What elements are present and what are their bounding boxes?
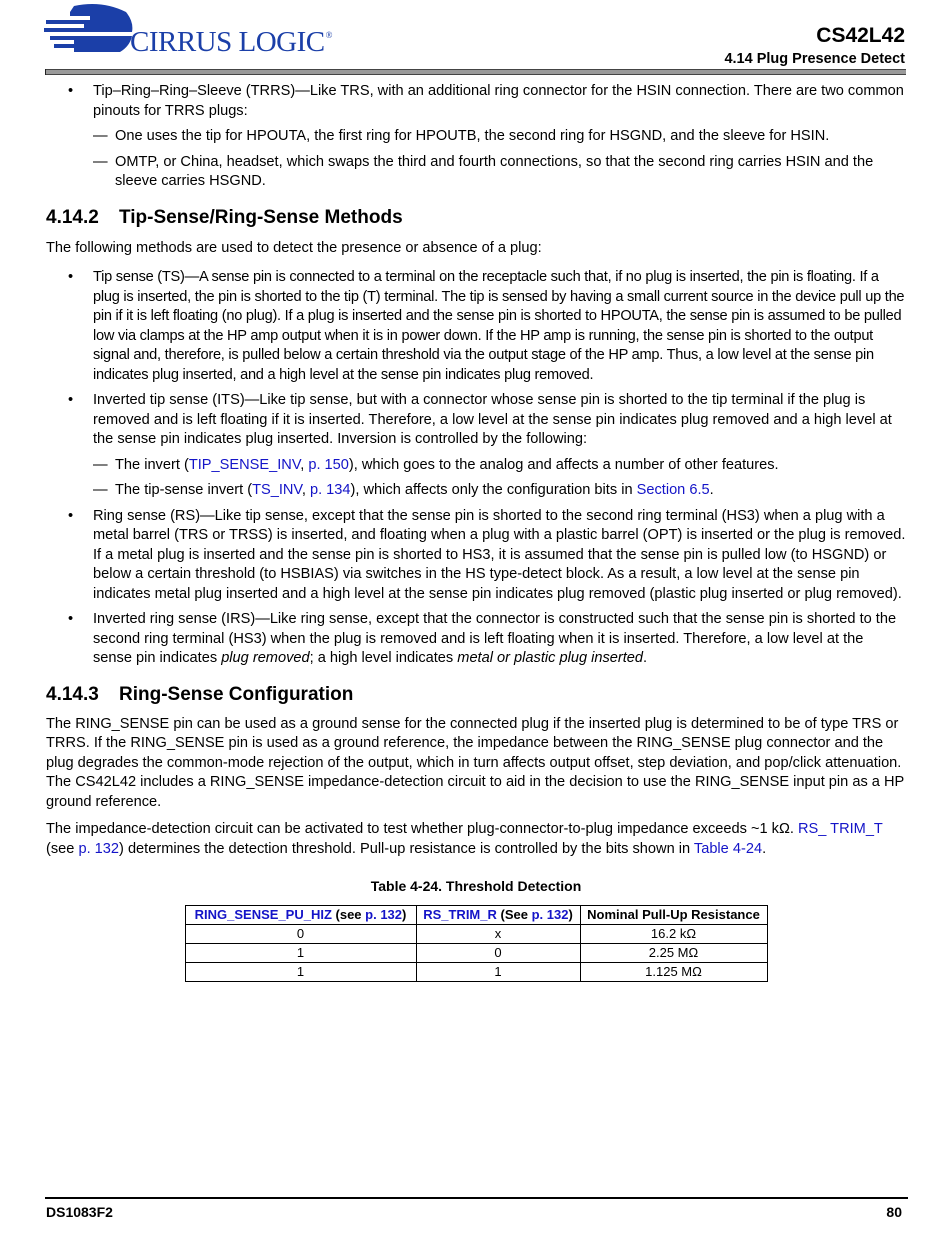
link-page-134[interactable]: p. 134 <box>309 482 351 498</box>
bullet-dot: • <box>68 392 74 408</box>
link-tip-sense-inv[interactable]: TIP_SENSE_INV <box>188 456 301 473</box>
cell-resistance: 2.25 MΩ <box>580 943 767 962</box>
header-ring-sense-pu-hiz: RING_SENSE_PU_HIZ (see p. 132) <box>185 905 416 924</box>
link-page-132[interactable]: p. 132 <box>531 907 569 922</box>
bullet-dot: • <box>68 83 74 99</box>
dash-item-trrs-2: — OMTP, or China, headset, which swaps the third and fourth connections, so that the second ring carries HSIN and the sleeve carries HSGND. <box>93 153 874 189</box>
bullet-dot: • <box>68 507 74 524</box>
link-table-4-24[interactable]: Table 4-24 <box>693 840 763 857</box>
table-caption: Table 4-24. Threshold Detection <box>370 878 582 894</box>
section-intro: The following methods are used to detect the presence or absence of a plug: <box>46 239 542 256</box>
cell-rs-trim-r: 1 <box>416 962 580 981</box>
threshold-detection-table <box>185 905 768 982</box>
section-heading-4-14-3: 4.14.3 Ring-Sense Configuration <box>46 683 354 705</box>
link-page-132[interactable]: p. 132 <box>365 907 403 922</box>
dash-mark: — <box>93 456 108 473</box>
cell-resistance: 1.125 MΩ <box>580 962 767 981</box>
cell-pu-hiz: 1 <box>185 943 416 962</box>
cell-rs-trim-r: x <box>416 924 580 943</box>
link-page-132[interactable]: p. 132 <box>78 840 120 857</box>
link-page-150[interactable]: p. 150 <box>308 456 349 473</box>
page-content <box>46 80 906 982</box>
logo-wordmark: CIRRUS LOGIC® <box>130 26 332 58</box>
cell-pu-hiz: 1 <box>185 962 416 981</box>
dash-item-trrs-1: — One uses the tip for HPOUTA, the first ring for HPOUTB, the second ring for HSGND, and the sleeve for HSIN. <box>46 127 906 147</box>
header-rule <box>45 69 906 75</box>
dash-item-tip-sense-inv: — The invert (TIP_SENSE_INV, p. 150), which goes to the analog and affects a number of other features. <box>46 456 906 476</box>
dash-item-ts-inv: — The tip-sense invert (TS_INV, p. 134), which affects only the configuration bits in Section 6.5. <box>46 481 906 501</box>
bullet-dot: • <box>68 611 74 627</box>
section-heading-4-14-2: 4.14.2 Tip-Sense/Ring-Sense Methods <box>46 206 403 228</box>
cell-rs-trim-r: 0 <box>416 943 580 962</box>
cell-pu-hiz: 0 <box>185 924 416 943</box>
footer-rule <box>45 1197 908 1199</box>
cirrus-logic-logo <box>44 2 344 60</box>
logo-swoosh-icon <box>44 2 134 58</box>
dash-mark: — <box>93 482 108 498</box>
bullet-tip-sense: • Tip sense (TS)—A sense pin is connected to a terminal on the receptacle such that, if no plug is inserted, the pin is floating. If a plug is inserted, the pin is shorted to the tip (T) terminal. The tip is sensed by having a small current source in the device pull up the pin if it is left floating (no plug). If a plug is inserted and the sense pin is shorted to HPOUTA, the sense pin is assumed to be pulled low via clamps at the HP amp output when it is in power down. If the HP amp is running, the sense pin is shorted to the output signal and, therefore, is pulled below a certain threshold via the output stage of the HP amp. Thus, a low level at the sense pin indicates plug inserted, and a high level at the sense pin indicates plug removed. <box>68 269 905 383</box>
bullet-inverted-tip-sense: • Inverted tip sense (ITS)—Like tip sense, but with a connector whose sense pin is shorted to the tip terminal if the plug is removed and is left floating if it is inserted. Therefore, a low level at the sense pin indicates plug removed and a high level at the sense pin indicates plug inserted. Inversion is controlled by the following: <box>68 392 892 447</box>
paragraph-impedance-detection: The impedance-detection circuit can be activated to test whether plug-connector-to-plug impedance exceeds ~1 kΩ. RS_ TRIM_T (see p. 132) determines the detection threshold. Pull-up resistance is controlled by the bits shown in Table 4-24. <box>46 821 883 857</box>
link-ring-sense-pu-hiz[interactable]: RING_SENSE_PU_HIZ <box>194 907 332 922</box>
dash-mark: — <box>93 153 108 170</box>
table-row <box>185 943 767 962</box>
cell-resistance: 16.2 kΩ <box>580 924 767 943</box>
table-row <box>185 924 767 943</box>
paragraph-ring-sense: The RING_SENSE pin can be used as a ground sense for the connected plug if the inserted plug is determined to be of type TRS or TRRS. If the RING_SENSE pin is used as a ground reference, the impedance between the RING_SENSE plug connector and the plug degrades the common-mode rejection of the output, which in turn affects output offset, step deviation, and pop/click attenuation. The CS42L42 includes a RING_SENSE impedance-detection circuit to aid in the decision to use the RING_SENSE input pin as a HP ground reference. <box>46 715 904 810</box>
link-rs-trim-t[interactable]: RS_ TRIM_T <box>797 821 883 837</box>
table-row <box>185 962 767 981</box>
page-number: 80 <box>886 1204 902 1220</box>
bullet-inverted-ring-sense: • Inverted ring sense (IRS)—Like ring sense, except that the connector is constructed such that the sense pin is shorted to the second ring terminal (HS3) when the plug is removed and is left floating when it is inserted. Therefore, a low level at the sense pin indicates plug removed; a high level indicates metal or plastic plug inserted. <box>68 611 897 666</box>
bullet-trrs: • Tip–Ring–Ring–Sleeve (TRRS)—Like TRS, with an additional ring connector for the HSIN connection. There are two common pinouts for TRRS plugs: <box>68 83 904 119</box>
link-ts-inv[interactable]: TS_INV <box>252 482 302 498</box>
dash-mark: — <box>93 128 108 144</box>
document-id: DS1083F2 <box>46 1204 113 1220</box>
running-section-title: 4.14 Plug Presence Detect <box>724 51 905 67</box>
bullet-dot: • <box>68 269 73 285</box>
header-pull-up-resistance: Nominal Pull-Up Resistance <box>580 905 767 924</box>
link-section-6-5[interactable]: Section 6.5 <box>636 482 710 498</box>
part-number: CS42L42 <box>816 24 905 47</box>
bullet-ring-sense: • Ring sense (RS)—Like tip sense, except that the sense pin is shorted to the second ring terminal (HS3) when a plug with a metal barrel (TRS or TRSS) is inserted, and floating when a plug with a plastic barrel (OPT) is inserted or the plug is removed. If a metal plug is inserted and the sense pin is shorted to HS3, it is assumed that the sense pin is pulled low (to HSGND) or below a certain threshold (to HSBIAS) via switches in the HS type-detect block. As a result, a low level at the sense pin indicates metal plug inserted and a high level at the sense pin indicates plug removed (plastic plug inserted or plug removed). <box>68 507 906 602</box>
header-right <box>724 24 905 68</box>
link-rs-trim-r[interactable]: RS_TRIM_R <box>423 907 497 922</box>
header-rs-trim-r: RS_TRIM_R (See p. 132) <box>416 905 580 924</box>
table-header-row <box>185 905 767 924</box>
